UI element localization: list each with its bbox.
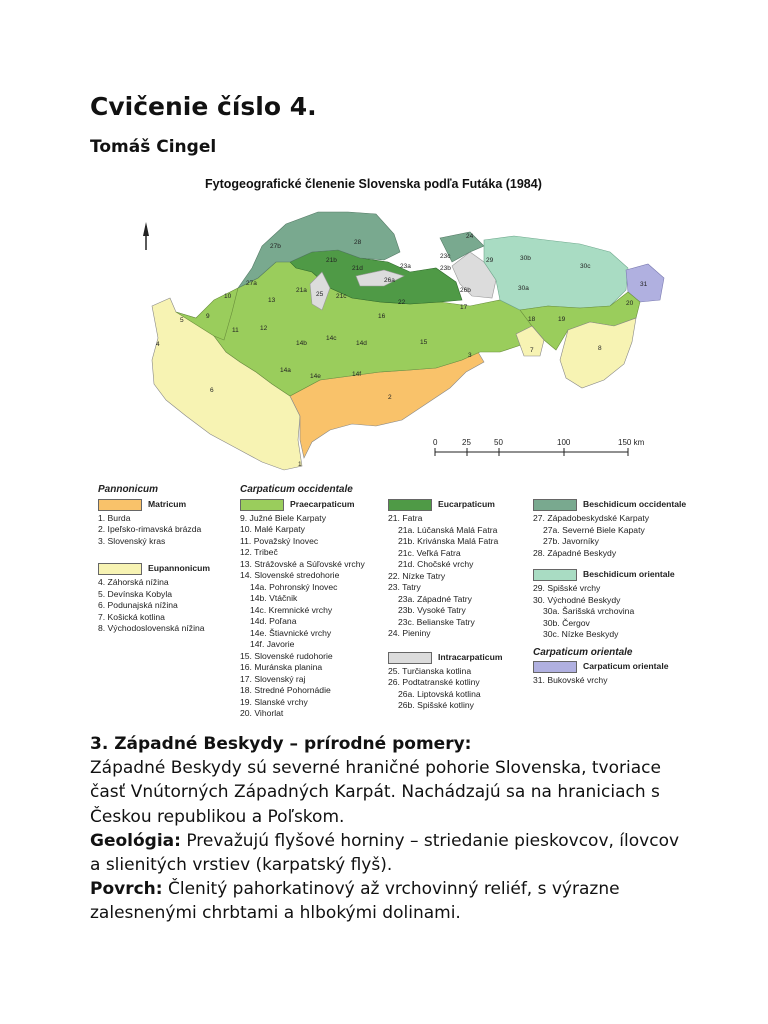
legend-item: 21d. Chočské vrchy (398, 559, 474, 569)
region-label: 14c (326, 335, 337, 342)
beschidicum-occidentale-swatch (533, 499, 577, 511)
region-label: 13 (268, 297, 276, 304)
legend-heading: Carpaticum orientale (533, 646, 633, 658)
region-label: 31 (640, 281, 648, 288)
region-label: 1 (298, 461, 302, 468)
relief-label: Povrch: (90, 879, 163, 900)
legend-item: 21c. Veľká Fatra (398, 547, 461, 558)
legend-item: 23a. Západné Tatry (398, 593, 472, 604)
legend-item: 30c. Nízke Beskydy (543, 629, 619, 639)
legend-swatch-row (533, 661, 693, 673)
region-label: 20 (626, 300, 634, 307)
legend-item: 26b. Spišské kotliny (398, 700, 474, 710)
legend-swatch-label: Beschidicum orientale (583, 569, 675, 580)
legend-item: 23. Tatry (388, 582, 421, 592)
legend-eucarpaticum (388, 497, 528, 712)
legend-swatch-label: Matricum (148, 498, 187, 509)
praecarpaticum-swatch (240, 499, 284, 511)
region-label: 30c (580, 263, 591, 270)
section-body (90, 732, 690, 926)
legend-item: 23b. Vysoké Tatry (398, 605, 466, 615)
scale-label: 150 km (618, 438, 645, 447)
intracarpaticum-swatch (388, 652, 432, 664)
region-label: 19 (558, 316, 566, 323)
region-label: 7 (530, 347, 534, 354)
legend-item: 8. Východoslovenská nížina (98, 623, 205, 633)
region-label: 4 (156, 341, 160, 348)
legend-item: 14c. Kremnické vrchy (250, 604, 333, 615)
legend-item: 13. Strážovské a Súľovské vrchy (240, 558, 365, 569)
region-label: 6 (210, 387, 214, 394)
region-label: 3 (468, 352, 472, 359)
region-label: 21a (296, 287, 307, 294)
legend-heading: Carpaticum occidentale (240, 484, 353, 495)
scale-bar (435, 448, 628, 456)
scale-label: 50 (494, 438, 503, 447)
region-label: 9 (206, 313, 210, 320)
legend-item: 14d. Poľana (250, 616, 297, 626)
scale-label: 25 (462, 438, 471, 447)
legend-item: 27b. Javorníky (543, 536, 599, 546)
region-label: 2 (388, 394, 392, 401)
legend-item: 14f. Javorie (250, 639, 295, 649)
legend-swatch-row (240, 499, 385, 511)
scale-label: 100 (557, 438, 571, 447)
legend-item: 2. Ipeľsko-rimavská brázda (98, 524, 202, 534)
region-label: 21b (326, 257, 337, 264)
legend-item: 30. Východné Beskydy (533, 594, 621, 605)
legend-item: 21b. Krivánska Malá Fatra (398, 536, 499, 546)
legend-item: 5. Devínska Kobyla (98, 588, 173, 599)
legend-item: 30b. Čergov (543, 617, 590, 628)
legend-item: 14. Slovenské stredohorie (240, 570, 340, 580)
legend-item: 21. Fatra (388, 513, 423, 523)
region-label: 10 (224, 293, 232, 300)
region-beschidicum-orientale (484, 236, 628, 310)
legend-item: 26a. Liptovská kotlina (398, 688, 481, 699)
legend-item: 29. Spišské vrchy (533, 583, 601, 593)
section-intro: Západné Beskydy sú severné hraničné pohorie Slovenska, tvoriace časť Vnútorných Západných Karpát. Nachádzajú sa na hraniciach s Českou republikou a Poľskom. (90, 758, 661, 827)
legend-item: 10. Malé Karpaty (240, 524, 305, 534)
legend-item: 16. Muránska planina (240, 662, 323, 672)
legend-item: 22. Nízke Tatry (388, 570, 446, 581)
region-label: 14a (280, 367, 291, 374)
region-label: 16 (378, 313, 386, 320)
legend-swatch-row (98, 499, 238, 511)
legend-item: 27. Západobeskydské Karpaty (533, 513, 650, 523)
author-name: Tomáš Cingel (90, 137, 217, 157)
region-label: 29 (486, 257, 494, 264)
legend-beschidicum (533, 497, 693, 687)
map-title: Fytogeografické členenie Slovenska podľa Futáka (1984) (205, 177, 542, 191)
legend-item: 31. Bukovské vrchy (533, 675, 608, 685)
legend-item: 3. Slovenský kras (98, 535, 166, 546)
legend-item: 1. Burda (98, 512, 131, 523)
region-label: 23c (440, 253, 451, 260)
legend-swatch-row (388, 499, 528, 511)
region-label: 8 (598, 345, 602, 352)
region-label: 11 (232, 327, 239, 334)
legend-pannonicum (98, 484, 238, 635)
phytogeographic-map (0, 0, 768, 500)
region-label: 27a (246, 280, 257, 287)
region-label: 28 (354, 239, 362, 246)
region-label: 21d (352, 265, 363, 272)
region-label: 14e (310, 373, 321, 380)
region-label: 30a (518, 285, 529, 292)
legend-item: 25. Turčianska kotlina (388, 665, 472, 676)
region-label: 17 (460, 304, 468, 311)
legend-item: 4. Záhorská nížina (98, 577, 169, 587)
geology-label: Geológia: (90, 830, 181, 851)
region-label: 12 (260, 325, 268, 332)
legend-heading: Pannonicum (98, 484, 159, 495)
eucarpaticum-swatch (388, 499, 432, 511)
relief-paragraph (90, 877, 690, 925)
region-label: 25 (316, 291, 324, 298)
legend-swatch-row (388, 652, 528, 664)
carpaticum-orientale-swatch (533, 661, 577, 673)
region-label: 14b (296, 340, 307, 347)
legend-item: 6. Podunajská nížina (98, 600, 178, 610)
region-label: 22 (398, 299, 406, 306)
legend-swatch-label: Praecarpaticum (290, 498, 355, 509)
legend-item: 7. Košická kotlina (98, 611, 165, 622)
legend-item: 23c. Belianske Tatry (398, 616, 475, 627)
legend-swatch-label: Eupannonicum (148, 563, 211, 574)
region-label: 15 (420, 339, 428, 346)
page-title: Cvičenie číslo 4. (90, 92, 317, 121)
legend-item: 14a. Pohronský Inovec (250, 581, 338, 592)
relief-text: Členitý pahorkatinový až vrchovinný reliéf, s výrazne zalesnenými chrbtami a hlbokými dolinami. (90, 879, 620, 924)
legend-praecarpaticum (240, 484, 385, 720)
legend-swatch-label: Eucarpaticum (438, 499, 495, 510)
matricum-swatch (98, 499, 142, 511)
legend-item: 18. Stredné Pohornádie (240, 685, 331, 695)
legend-item: 28. Západné Beskydy (533, 547, 617, 558)
region-label: 23b (440, 265, 451, 272)
region-label: 14f (352, 371, 362, 378)
legend-swatch-row (533, 569, 693, 581)
legend-item: 24. Pieniny (388, 628, 431, 638)
geology-paragraph (90, 829, 690, 877)
legend-item: 17. Slovenský raj (240, 673, 306, 684)
region-eupannonicum-east (516, 318, 636, 388)
region-label: 18 (528, 316, 536, 323)
region-label: 24 (466, 233, 474, 240)
legend-item: 27a. Severné Biele Kapaty (543, 524, 645, 535)
beschidicum-orientale-swatch (533, 569, 577, 581)
north-arrow-icon (143, 222, 149, 250)
region-label: 26b (460, 287, 471, 294)
legend-swatch-label: Carpaticum orientale (583, 661, 669, 672)
geology-text: Prevažujú flyšové horniny – striedanie pieskovcov, ílovcov a slienitých vrstiev (karpatský flyš). (90, 830, 680, 876)
scale-label: 0 (433, 438, 438, 447)
region-label: 26a (384, 277, 395, 284)
region-label: 27b (270, 243, 281, 250)
legend-item: 12. Tribeč (240, 547, 278, 557)
legend-item: 14b. Vtáčnik (250, 593, 298, 603)
region-label: 30b (520, 255, 531, 262)
region-label: 14d (356, 340, 367, 347)
eupannonicum-swatch (98, 563, 142, 575)
legend-item: 14e. Štiavnické vrchy (250, 627, 332, 638)
legend-item: 26. Podtatranské kotliny (388, 677, 480, 687)
region-label: 5 (180, 317, 184, 324)
legend-swatch-row (533, 499, 693, 511)
region-label: 21c (336, 293, 347, 300)
legend-swatch-label: Intracarpaticum (438, 651, 503, 662)
legend-item: 30a. Šarišská vrchovina (543, 606, 635, 616)
legend-item: 19. Slanské vrchy (240, 696, 308, 707)
section-heading: 3. Západné Beskydy – prírodné pomery: (90, 734, 472, 754)
legend-item: 9. Južné Biele Karpaty (240, 512, 326, 523)
legend-swatch-label: Beschidicum occidentale (583, 499, 687, 510)
region-label: 23a (400, 263, 411, 270)
legend-item: 15. Slovenské rudohorie (240, 650, 333, 661)
legend-item: 20. Vihorlat (240, 708, 284, 718)
legend-item: 21a. Lúčanská Malá Fatra (398, 524, 498, 535)
legend-swatch-row (98, 563, 238, 575)
legend-item: 11. Považský Inovec (240, 535, 319, 546)
